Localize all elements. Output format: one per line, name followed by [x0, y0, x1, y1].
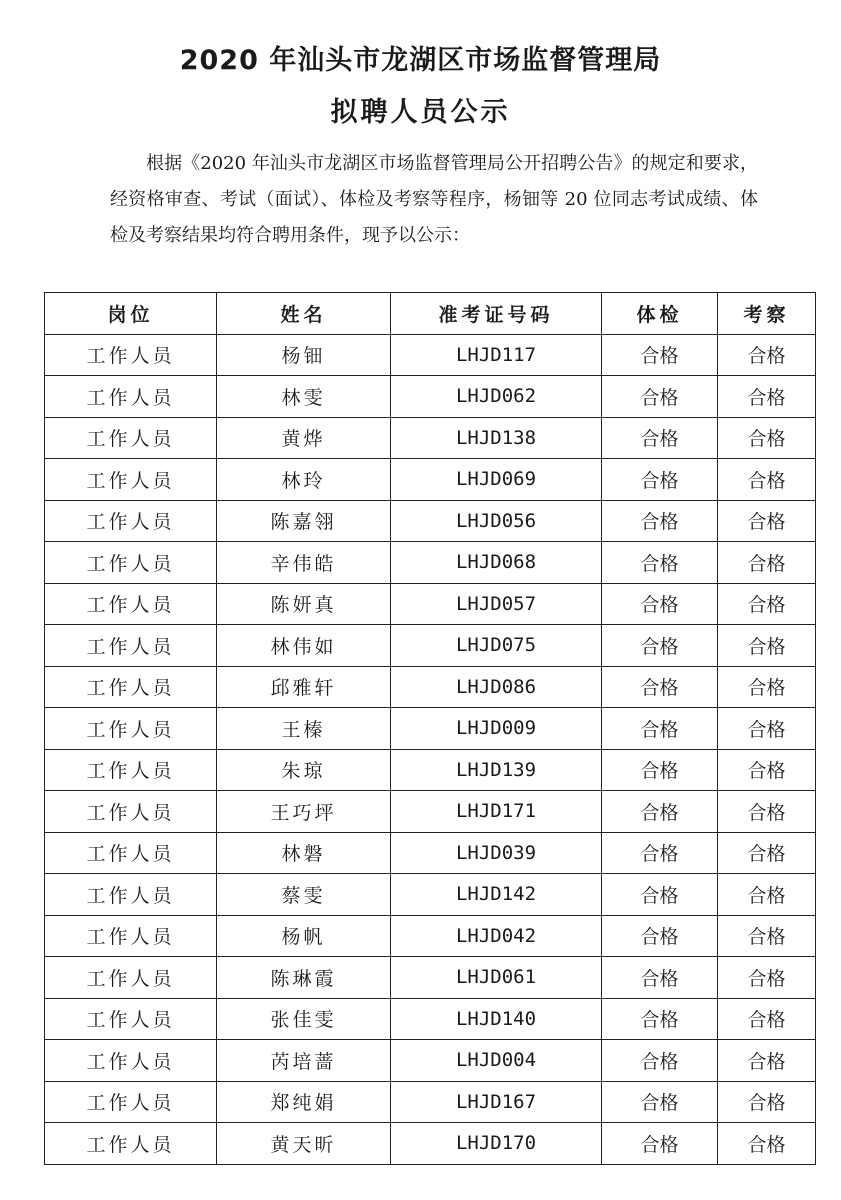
inspection-cell: 合格 [718, 334, 816, 376]
medical-check-cell: 合格 [602, 874, 718, 916]
header-exam-id: 准考证号码 [391, 293, 602, 335]
inspection-cell: 合格 [718, 749, 816, 791]
table-body [45, 334, 816, 1164]
exam-id-cell: LHJD042 [391, 915, 602, 957]
medical-check-cell: 合格 [602, 791, 718, 833]
medical-check-cell: 合格 [602, 376, 718, 418]
name-cell: 陈琳霞 [217, 957, 391, 999]
medical-check-cell: 合格 [602, 915, 718, 957]
table-row [45, 666, 816, 708]
inspection-cell: 合格 [718, 542, 816, 584]
table-row [45, 791, 816, 833]
name-cell: 蔡雯 [217, 874, 391, 916]
inspection-cell: 合格 [718, 1040, 816, 1082]
exam-id-cell: LHJD138 [391, 417, 602, 459]
intro-paragraph: 根据《2020 年汕头市龙湖区市场监督管理局公开招聘公告》的规定和要求，经资格审查、考试（面试）、体检及考察等程序，杨钿等 20 位同志考试成绩、体检及考察结果均符合聘用条件，现予以公示： [110, 153, 758, 246]
position-cell: 工作人员 [45, 874, 217, 916]
position-cell: 工作人员 [45, 459, 217, 501]
name-cell: 黄天昕 [217, 1123, 391, 1165]
medical-check-cell: 合格 [602, 583, 718, 625]
position-cell: 工作人员 [45, 791, 217, 833]
inspection-cell: 合格 [718, 666, 816, 708]
table-row [45, 459, 816, 501]
position-cell: 工作人员 [45, 749, 217, 791]
table-row [45, 957, 816, 999]
name-cell: 王巧坪 [217, 791, 391, 833]
exam-id-cell: LHJD170 [391, 1123, 602, 1165]
exam-id-cell: LHJD004 [391, 1040, 602, 1082]
inspection-cell: 合格 [718, 998, 816, 1040]
inspection-cell: 合格 [718, 1081, 816, 1123]
name-cell: 辛伟皓 [217, 542, 391, 584]
exam-id-cell: LHJD069 [391, 459, 602, 501]
header-medical-check: 体检 [602, 293, 718, 335]
inspection-cell: 合格 [718, 500, 816, 542]
position-cell: 工作人员 [45, 957, 217, 999]
inspection-cell: 合格 [718, 915, 816, 957]
position-cell: 工作人员 [45, 376, 217, 418]
page-title: 2020 年汕头市龙湖区市场监督管理局 [179, 45, 662, 76]
inspection-cell: 合格 [718, 1123, 816, 1165]
table-row [45, 1123, 816, 1165]
table-row [45, 625, 816, 667]
name-cell: 张佳雯 [217, 998, 391, 1040]
exam-id-cell: LHJD009 [391, 708, 602, 750]
exam-id-cell: LHJD142 [391, 874, 602, 916]
table-row [45, 376, 816, 418]
exam-id-cell: LHJD061 [391, 957, 602, 999]
exam-id-cell: LHJD140 [391, 998, 602, 1040]
name-cell: 黄烨 [217, 417, 391, 459]
position-cell: 工作人员 [45, 542, 217, 584]
name-cell: 杨帆 [217, 915, 391, 957]
table-row [45, 1081, 816, 1123]
medical-check-cell: 合格 [602, 749, 718, 791]
medical-check-cell: 合格 [602, 334, 718, 376]
medical-check-cell: 合格 [602, 500, 718, 542]
name-cell: 王榛 [217, 708, 391, 750]
medical-check-cell: 合格 [602, 625, 718, 667]
table-row [45, 583, 816, 625]
inspection-cell: 合格 [718, 583, 816, 625]
exam-id-cell: LHJD086 [391, 666, 602, 708]
table-row [45, 334, 816, 376]
inspection-cell: 合格 [718, 625, 816, 667]
table-row [45, 832, 816, 874]
position-cell: 工作人员 [45, 666, 217, 708]
position-cell: 工作人员 [45, 915, 217, 957]
position-cell: 工作人员 [45, 334, 217, 376]
table-row [45, 500, 816, 542]
medical-check-cell: 合格 [602, 1081, 718, 1123]
name-cell: 陈妍真 [217, 583, 391, 625]
medical-check-cell: 合格 [602, 1123, 718, 1165]
name-cell: 林雯 [217, 376, 391, 418]
medical-check-cell: 合格 [602, 708, 718, 750]
exam-id-cell: LHJD057 [391, 583, 602, 625]
header-name: 姓名 [217, 293, 391, 335]
name-cell: 朱琼 [217, 749, 391, 791]
table-row [45, 417, 816, 459]
exam-id-cell: LHJD062 [391, 376, 602, 418]
exam-id-cell: LHJD075 [391, 625, 602, 667]
position-cell: 工作人员 [45, 583, 217, 625]
name-cell: 林伟如 [217, 625, 391, 667]
name-cell: 邱雅轩 [217, 666, 391, 708]
medical-check-cell: 合格 [602, 832, 718, 874]
medical-check-cell: 合格 [602, 998, 718, 1040]
inspection-cell: 合格 [718, 874, 816, 916]
exam-id-cell: LHJD056 [391, 500, 602, 542]
position-cell: 工作人员 [45, 500, 217, 542]
inspection-cell: 合格 [718, 791, 816, 833]
candidate-table [44, 292, 816, 1165]
table-row [45, 915, 816, 957]
medical-check-cell: 合格 [602, 417, 718, 459]
inspection-cell: 合格 [718, 957, 816, 999]
position-cell: 工作人员 [45, 1081, 217, 1123]
medical-check-cell: 合格 [602, 542, 718, 584]
inspection-cell: 合格 [718, 708, 816, 750]
exam-id-cell: LHJD117 [391, 334, 602, 376]
position-cell: 工作人员 [45, 708, 217, 750]
medical-check-cell: 合格 [602, 666, 718, 708]
name-cell: 林玲 [217, 459, 391, 501]
name-cell: 郑纯娟 [217, 1081, 391, 1123]
inspection-cell: 合格 [718, 376, 816, 418]
position-cell: 工作人员 [45, 998, 217, 1040]
table-row [45, 749, 816, 791]
table-header-row [45, 293, 816, 335]
name-cell: 杨钿 [217, 334, 391, 376]
inspection-cell: 合格 [718, 459, 816, 501]
table-row [45, 874, 816, 916]
position-cell: 工作人员 [45, 832, 217, 874]
position-cell: 工作人员 [45, 417, 217, 459]
exam-id-cell: LHJD068 [391, 542, 602, 584]
exam-id-cell: LHJD139 [391, 749, 602, 791]
table-row [45, 1040, 816, 1082]
inspection-cell: 合格 [718, 832, 816, 874]
medical-check-cell: 合格 [602, 957, 718, 999]
medical-check-cell: 合格 [602, 459, 718, 501]
position-cell: 工作人员 [45, 1040, 217, 1082]
header-position: 岗位 [45, 293, 217, 335]
medical-check-cell: 合格 [602, 1040, 718, 1082]
inspection-cell: 合格 [718, 417, 816, 459]
exam-id-cell: LHJD039 [391, 832, 602, 874]
position-cell: 工作人员 [45, 1123, 217, 1165]
exam-id-cell: LHJD171 [391, 791, 602, 833]
table-row [45, 542, 816, 584]
header-inspection: 考察 [718, 293, 816, 335]
name-cell: 陈嘉翎 [217, 500, 391, 542]
position-cell: 工作人员 [45, 625, 217, 667]
table-row [45, 998, 816, 1040]
name-cell: 芮培蔷 [217, 1040, 391, 1082]
table-row [45, 708, 816, 750]
exam-id-cell: LHJD167 [391, 1081, 602, 1123]
page-subtitle: 拟聘人员公示 [330, 97, 511, 128]
name-cell: 林磐 [217, 832, 391, 874]
